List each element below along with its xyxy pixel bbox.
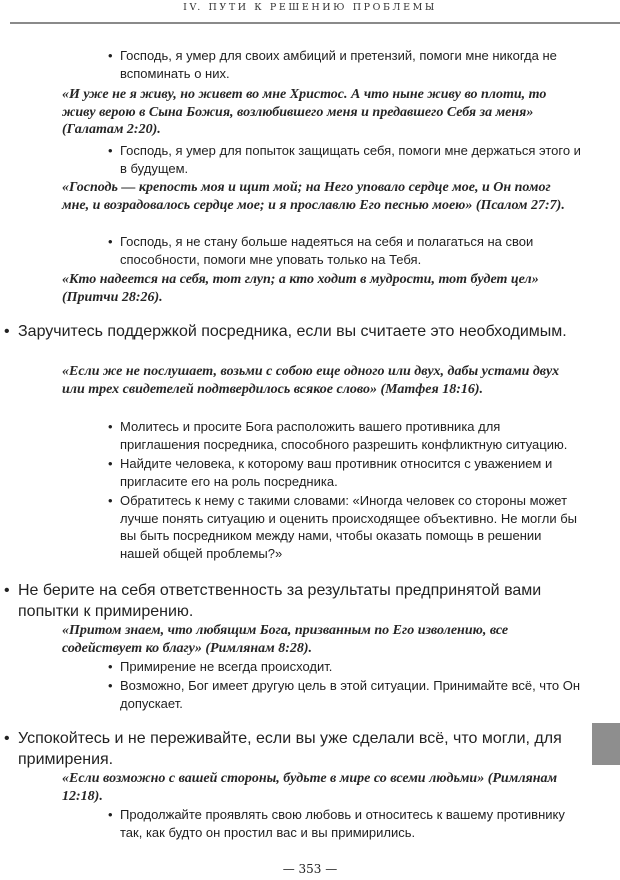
quote-psalm: «Господь — крепость моя и щит мой; на Него уповало сердце мое, и Он помог мне, и возрадовалось сердце мое; и я прославлю Его песнью моею» (Псалом 27:7). [62, 180, 565, 213]
header-rule [10, 22, 620, 24]
bullet-prayer-self-defense [108, 142, 582, 177]
bullet-text: Продолжайте проявлять свою любовь и относитесь к вашему противнику так, как будто он простил вас и вы примирились. [120, 807, 565, 840]
bullet-keep-loving [108, 806, 582, 841]
bullet-marker: • [4, 323, 10, 340]
page-number: — 353 — [282, 862, 338, 876]
main-point-text: Не берите на себя ответственность за результаты предпринятой вами попытки к примирению. [18, 582, 542, 620]
bullet-marker: • [108, 807, 113, 822]
bullet-text: Молитесь и просите Бога расположить вашего противника для приглашения посредника, способного разрешить конфликтную ситуацию. [120, 419, 568, 452]
quote-matthew: «Если же не послушает, возьми с собою еще одного или двух, дабы устами двух или трех свидетелей подтвердилось всякое слово» (Матфея 18:16). [62, 364, 560, 397]
bullet-marker: • [108, 456, 113, 471]
bullet-text: Найдите человека, к которому ваш противник относится с уважением и пригласите его на роль посредника. [120, 456, 553, 489]
bullet-marker: • [4, 582, 10, 599]
bullet-approach-mediator [108, 492, 582, 562]
bullet-prayer-self-reliance [108, 233, 582, 268]
bullet-marker: • [108, 234, 113, 249]
bullet-text: Обратитесь к нему с такими словами: «Иногда человек со стороны может лучше понять ситуацию и оценить происходящее объективно. Не могли бы вы быть посредником между нами, чтобы оказать помощь в решении нашей общей проблемы?» [120, 493, 577, 561]
bullet-marker: • [108, 678, 113, 693]
quote-romans-12: «Если возможно с вашей стороны, будьте в мире со всеми людьми» (Римлянам 12:18). [62, 771, 558, 804]
main-point-responsibility [4, 581, 584, 622]
bullet-find-mediator [108, 455, 582, 490]
bullet-text: Господь, я не стану больше надеяться на себя и полагаться на свои способности, помоги мне уповать только на Тебя. [120, 234, 534, 267]
bullet-marker: • [108, 48, 113, 63]
bullet-text: Господь, я умер для своих амбиций и претензий, помоги мне никогда не вспоминать о них. [120, 48, 557, 81]
main-point-calm-down [4, 729, 584, 770]
bullet-marker: • [4, 730, 10, 747]
bullet-prayer-ambitions [108, 47, 582, 82]
bullet-text: Примирение не всегда происходит. [120, 659, 333, 674]
bullet-pray-for-opponent [108, 418, 582, 453]
main-point-text: Заручитесь поддержкой посредника, если вы считаете это необходимым. [18, 323, 567, 340]
main-point-mediator [4, 322, 584, 343]
quote-proverbs: «Кто надеется на себя, тот глуп; а кто ходит в мудрости, тот будет цел» (Притчи 28:26). [62, 272, 539, 305]
bullet-not-always [108, 658, 582, 676]
bullet-marker: • [108, 659, 113, 674]
quote-galatians: «И уже не я живу, но живет во мне Христос. А что ныне живу во плоти, то живу верою в Сына Божия, возлюбившего меня и предавшего Себя за меня» (Галатам 2:20). [62, 87, 547, 138]
quote-romans-8: «Притом знаем, что любящим Бога, призванным по Его изволению, все содействует ко благу» (Римлянам 8:28). [62, 623, 509, 656]
bullet-marker: • [108, 419, 113, 434]
bullet-marker: • [108, 493, 113, 508]
bullet-other-purpose [108, 677, 582, 712]
bullet-marker: • [108, 143, 113, 158]
running-head: IV. ПУТИ К РЕШЕНИЮ ПРОБЛЕМЫ [183, 2, 437, 13]
chapter-thumb-tab [592, 723, 620, 765]
bullet-text: Господь, я умер для попыток защищать себя, помоги мне держаться этого и в будущем. [120, 143, 581, 176]
main-point-text: Успокойтесь и не переживайте, если вы уже сделали всё, что могли, для примирения. [18, 730, 562, 768]
bullet-text: Возможно, Бог имеет другую цель в этой ситуации. Принимайте всё, что Он допускает. [120, 678, 581, 711]
